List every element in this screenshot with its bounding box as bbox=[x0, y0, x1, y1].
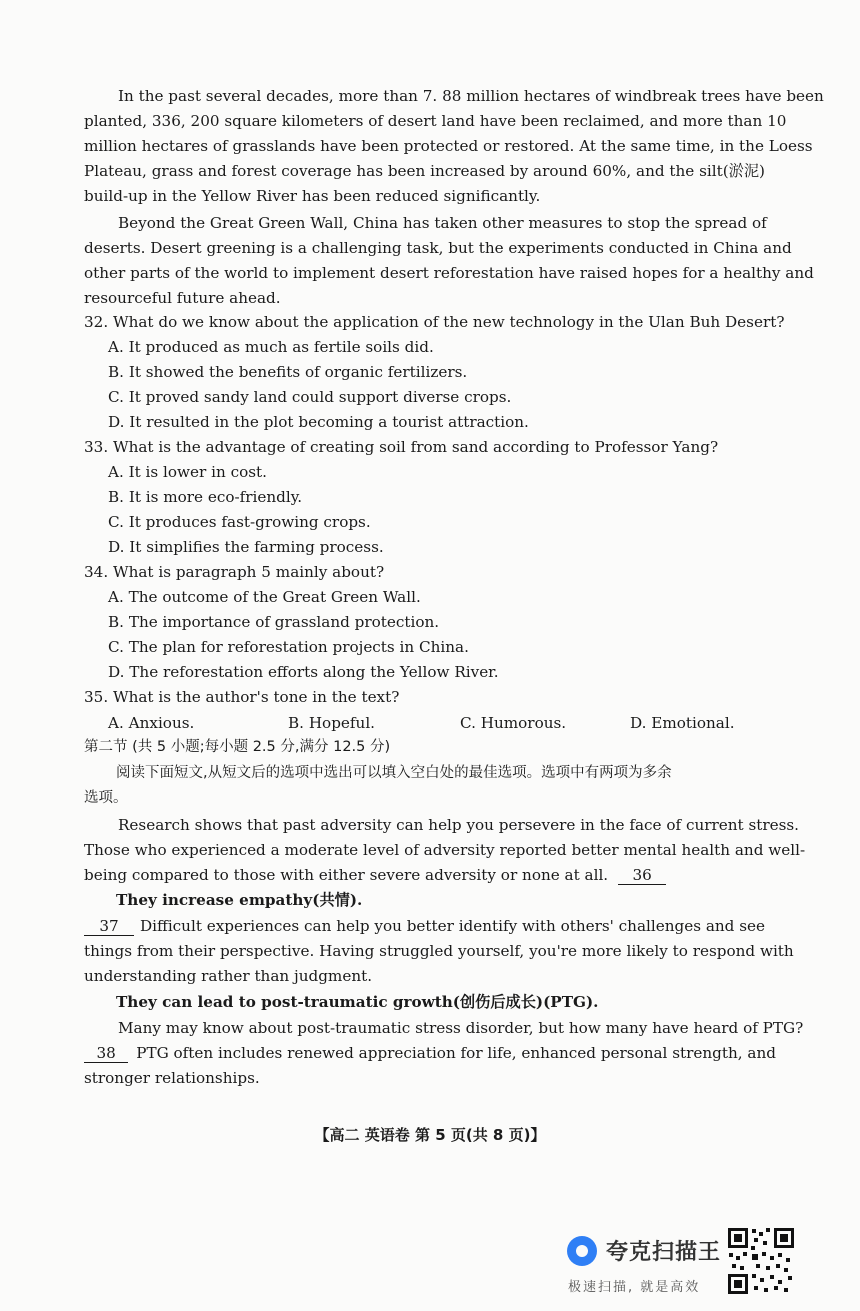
question-35-option-b: B. Hopeful. bbox=[288, 714, 376, 732]
page-footer: 【高二 英语卷 第 5 页(共 8 页)】 bbox=[314, 1126, 546, 1144]
text-line: Many may know about post-traumatic stress disorder, but how many have heard of PTG? bbox=[118, 1019, 804, 1037]
text-line-content: being compared to those with either severe adversity or none at all. bbox=[84, 866, 609, 884]
passage-paragraph-2 bbox=[84, 211, 814, 311]
text-line: planted, 336, 200 square kilometers of desert land have been reclaimed, and more than 10 bbox=[84, 112, 787, 130]
cloze-paragraph-1 bbox=[84, 813, 806, 888]
passage-paragraph-1 bbox=[84, 84, 824, 209]
question-34-option-b: B. The importance of grassland protection. bbox=[108, 613, 440, 631]
question-33-stem: 33. What is the advantage of creating soil from sand according to Professor Yang? bbox=[84, 438, 719, 456]
blank-36[interactable]: 36 bbox=[618, 866, 666, 885]
text-line: million hectares of grasslands have been protected or restored. At the same time, in the Loess bbox=[84, 137, 813, 155]
text-line: In the past several decades, more than 7. 88 million hectares of windbreak trees have been bbox=[118, 87, 824, 105]
question-32-stem: 32. What do we know about the application of the new technology in the Ulan Buh Desert? bbox=[84, 313, 785, 331]
text-line: stronger relationships. bbox=[84, 1069, 260, 1087]
quark-logo-icon bbox=[567, 1236, 597, 1266]
question-35-option-a: A. Anxious. bbox=[108, 714, 195, 732]
question-32-option-b: B. It showed the benefits of organic fertilizers. bbox=[108, 363, 468, 381]
text-line: build-up in the Yellow River has been reduced significantly. bbox=[84, 187, 541, 205]
text-line: other parts of the world to implement desert reforestation have raised hopes for a healthy and bbox=[84, 264, 814, 282]
question-34-option-a: A. The outcome of the Great Green Wall. bbox=[108, 588, 421, 606]
text-line: things from their perspective. Having struggled yourself, you're more likely to respond with bbox=[84, 942, 794, 960]
question-34-stem: 34. What is paragraph 5 mainly about? bbox=[84, 563, 385, 581]
question-32-option-d: D. It resulted in the plot becoming a tourist attraction. bbox=[108, 413, 529, 431]
section-heading: 第二节 (共 5 小题;每小题 2.5 分,满分 12.5 分) bbox=[84, 739, 391, 755]
question-33-option-a: A. It is lower in cost. bbox=[108, 463, 267, 481]
question-33-option-b: B. It is more eco-friendly. bbox=[108, 488, 303, 506]
text-line bbox=[84, 1041, 776, 1066]
watermark-title: 夸克扫描王 bbox=[606, 1240, 722, 1265]
text-line: Plateau, grass and forest coverage has been increased by around 60%, and the silt(淤泥) bbox=[84, 162, 765, 180]
text-line-content: Difficult experiences can help you better identify with others' challenges and see bbox=[140, 917, 765, 935]
question-32-option-a: A. It produced as much as fertile soils did. bbox=[108, 338, 434, 356]
text-line bbox=[84, 863, 776, 888]
text-line: resourceful future ahead. bbox=[84, 289, 281, 307]
question-35-stem: 35. What is the author's tone in the text? bbox=[84, 688, 400, 706]
blank-38[interactable]: 38 bbox=[84, 1044, 128, 1063]
section-instruction-line-2: 选项。 bbox=[84, 790, 128, 806]
cloze-paragraph-2 bbox=[84, 914, 794, 989]
question-33-option-d: D. It simplifies the farming process. bbox=[108, 538, 384, 556]
question-34-option-d: D. The reforestation efforts along the Yellow River. bbox=[108, 663, 499, 681]
text-line: understanding rather than judgment. bbox=[84, 967, 373, 985]
blank-37[interactable]: 37 bbox=[84, 917, 134, 936]
text-line bbox=[84, 914, 776, 939]
text-line: deserts. Desert greening is a challenging task, but the experiments conducted in China and bbox=[84, 239, 792, 257]
text-line-content: PTG often includes renewed appreciation for life, enhanced personal strength, and bbox=[136, 1044, 776, 1062]
section-instruction-line-1: 阅读下面短文,从短文后的选项中选出可以填入空白处的最佳选项。选项中有两项为多余 bbox=[116, 765, 672, 781]
question-32-option-c: C. It proved sandy land could support diverse crops. bbox=[108, 388, 512, 406]
question-35-option-c: C. Humorous. bbox=[460, 714, 567, 732]
cloze-paragraph-3 bbox=[84, 1016, 804, 1091]
text-line: Those who experienced a moderate level of adversity reported better mental health and well- bbox=[84, 841, 806, 859]
subheading-ptg: They can lead to post-traumatic growth(创伤后成长)(PTG). bbox=[116, 993, 599, 1011]
watermark-subtitle: 极速扫描, 就是高效 bbox=[568, 1280, 701, 1295]
question-35-option-d: D. Emotional. bbox=[630, 714, 735, 732]
subheading-empathy: They increase empathy(共情). bbox=[116, 891, 363, 909]
text-line: Research shows that past adversity can help you persevere in the face of current stress. bbox=[118, 816, 800, 834]
text-line: Beyond the Great Green Wall, China has taken other measures to stop the spread of bbox=[118, 214, 767, 232]
question-33-option-c: C. It produces fast-growing crops. bbox=[108, 513, 371, 531]
qr-code-icon bbox=[726, 1226, 796, 1296]
question-34-option-c: C. The plan for reforestation projects in China. bbox=[108, 638, 469, 656]
